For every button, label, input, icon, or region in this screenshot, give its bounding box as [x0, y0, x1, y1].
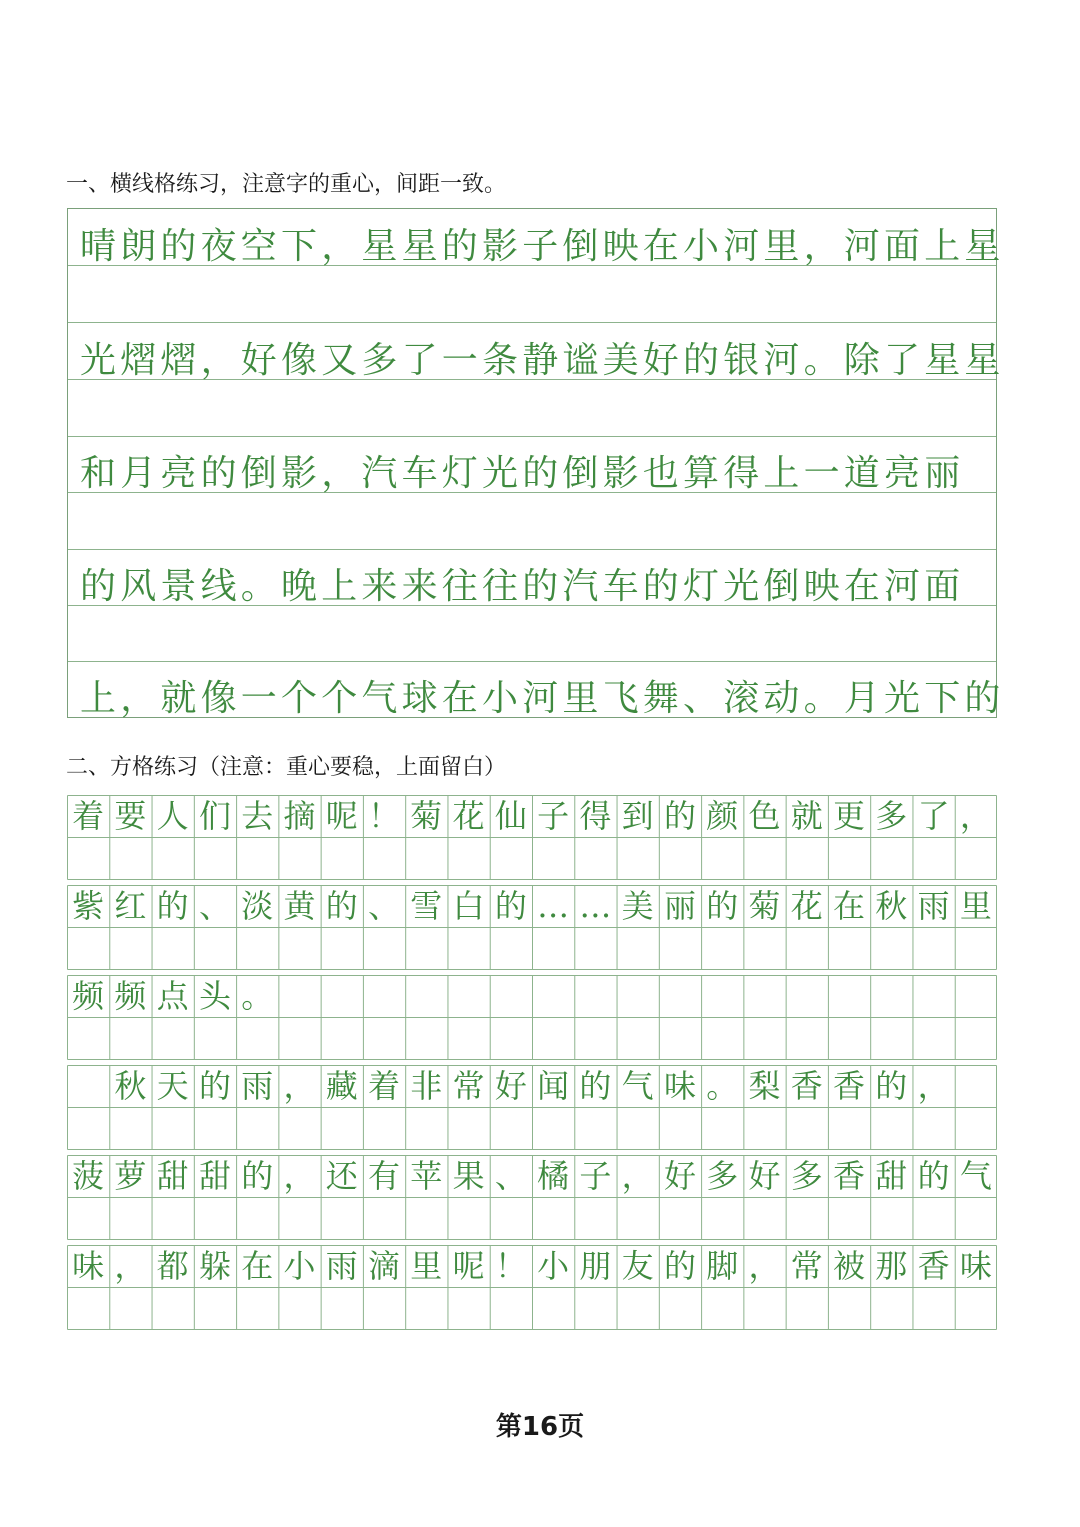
handwriting-line: 光熠熠，好像又多了一条静谧美好的银河。除了星星 [80, 340, 1005, 381]
grid-character: 常 [452, 1067, 485, 1105]
grid-character: 呢 [325, 797, 358, 835]
grid-character: 着 [368, 1067, 401, 1105]
grid-character: 黄 [283, 887, 316, 925]
grid-character: 甜 [156, 1157, 189, 1195]
grid-character: 躲 [198, 1247, 231, 1285]
grid-character: 好 [663, 1157, 696, 1195]
grid-character: 香 [917, 1247, 950, 1285]
grid-character: 的 [198, 1067, 231, 1105]
grid-character: 的 [494, 887, 527, 925]
grid-character: 红 [114, 887, 147, 925]
grid-character: 味 [72, 1247, 105, 1285]
grid-character: 多 [875, 797, 908, 835]
grid-character: ， [621, 1157, 654, 1195]
grid-character: 。 [241, 977, 274, 1015]
grid-character: 都 [156, 1247, 189, 1285]
grid-character: 颜 [706, 797, 739, 835]
grid-character: 天 [156, 1067, 189, 1105]
grid-character: ， [283, 1157, 316, 1195]
grid-character: 频 [72, 977, 105, 1015]
grid-character: 在 [833, 887, 866, 925]
grid-character: 里 [959, 887, 992, 925]
grid-character: 雨 [325, 1247, 358, 1285]
grid-character: 多 [706, 1157, 739, 1195]
grid-character: ， [959, 797, 992, 835]
handwriting-line: 和月亮的倒影，汽车灯光的倒影也算得上一道亮丽 [80, 453, 965, 494]
grid-character: 味 [959, 1247, 992, 1285]
grid-character [67, 1065, 109, 1107]
grid-character: 美 [621, 887, 654, 925]
grid-character: 摘 [283, 797, 316, 835]
grid-character: 菊 [748, 887, 781, 925]
grid-character: 子 [579, 1157, 612, 1195]
grid-character: ， [748, 1247, 781, 1285]
grid-character: 、 [494, 1157, 527, 1195]
grid-character: 仙 [494, 797, 527, 835]
grid-character: 的 [875, 1067, 908, 1105]
grid-character: 到 [621, 797, 654, 835]
grid-character: 小 [537, 1247, 570, 1285]
row-divider [68, 661, 996, 662]
section2-heading: 二、方格练习（注意：重心要稳，上面留白） [66, 755, 507, 780]
grid-character: 橘 [537, 1157, 570, 1195]
handwriting-line: 上，就像一个个气球在小河里飞舞、滚动。月光下的 [80, 678, 1005, 719]
grid-character: 有 [368, 1157, 401, 1195]
grid-character: 甜 [198, 1157, 231, 1195]
grid-character: ！ [494, 1247, 527, 1285]
grid-character: 菠 [72, 1157, 105, 1195]
grid-character: 丽 [663, 887, 696, 925]
grid-character: 里 [410, 1247, 443, 1285]
grid-character: 小 [283, 1247, 316, 1285]
grid-character: 白 [452, 887, 485, 925]
grid-character: 多 [790, 1157, 823, 1195]
handwriting-line: 晴朗的夜空下，星星的影子倒映在小河里，河面上星 [80, 226, 1005, 267]
handwriting-line: 的风景线。晚上来来往往的汽车的灯光倒映在河面 [80, 566, 965, 607]
grid-character: 色 [748, 797, 781, 835]
grid-character: 的 [325, 887, 358, 925]
grid-character: 雨 [241, 1067, 274, 1105]
grid-character: 人 [156, 797, 189, 835]
grid-character: ， [917, 1067, 950, 1105]
grid-character: 闻 [537, 1067, 570, 1105]
grid-character: 梨 [748, 1067, 781, 1105]
grid-character: 头 [198, 977, 231, 1015]
grid-character: 的 [663, 1247, 696, 1285]
grid-character: ！ [368, 797, 401, 835]
grid-character: … [537, 887, 570, 925]
grid-character: 味 [663, 1067, 696, 1105]
grid-character: 就 [790, 797, 823, 835]
grid-character: 香 [790, 1067, 823, 1105]
grid-character: 淡 [241, 887, 274, 925]
page-number: 第16页 [495, 1412, 585, 1442]
grid-character: 了 [917, 797, 950, 835]
grid-character: 好 [748, 1157, 781, 1195]
grid-character: 滴 [368, 1247, 401, 1285]
grid-character: 友 [621, 1247, 654, 1285]
grid-character: 香 [833, 1157, 866, 1195]
grid-character: 甜 [875, 1157, 908, 1195]
grid-character: 非 [410, 1067, 443, 1105]
grid-character: 紫 [72, 887, 105, 925]
grid-character: 、 [198, 887, 231, 925]
grid-character: 秋 [875, 887, 908, 925]
grid-character: 。 [706, 1067, 739, 1105]
grid-character: 更 [833, 797, 866, 835]
grid-character: 的 [663, 797, 696, 835]
grid-character: 香 [833, 1067, 866, 1105]
grid-character: 在 [241, 1247, 274, 1285]
grid-character: 点 [156, 977, 189, 1015]
grid-character: ， [283, 1067, 316, 1105]
grid-character: 那 [875, 1247, 908, 1285]
grid-character: 气 [621, 1067, 654, 1105]
lined-practice-box [67, 208, 1005, 719]
grid-character: 藏 [325, 1067, 358, 1105]
square-grid-practice [67, 795, 997, 1358]
grid-character: 雨 [917, 887, 950, 925]
section1-heading: 一、横线格练习，注意字的重心，间距一致。 [66, 172, 507, 197]
grid-character: 花 [790, 887, 823, 925]
row-divider [68, 322, 996, 323]
grid-character: 气 [959, 1157, 992, 1195]
grid-character: 频 [114, 977, 147, 1015]
grid-character: 的 [241, 1157, 274, 1195]
grid-character: 花 [452, 797, 485, 835]
grid-character: 菊 [410, 797, 443, 835]
grid-character: 还 [325, 1157, 358, 1195]
grid-character: 朋 [579, 1247, 612, 1285]
grid-character: … [579, 887, 612, 925]
grid-character: 去 [241, 797, 274, 835]
grid-character: 雪 [410, 887, 443, 925]
grid-character: 的 [706, 887, 739, 925]
grid-character: 得 [579, 797, 612, 835]
grid-character: 被 [833, 1247, 866, 1285]
grid-character: 呢 [452, 1247, 485, 1285]
grid-character: ， [114, 1247, 147, 1285]
grid-character: 常 [790, 1247, 823, 1285]
grid-character: 的 [156, 887, 189, 925]
grid-character: 脚 [706, 1247, 739, 1285]
grid-character: 好 [494, 1067, 527, 1105]
grid-character: 的 [579, 1067, 612, 1105]
grid-character: 、 [368, 887, 401, 925]
grid-character: 着 [72, 797, 105, 835]
grid-character: 子 [537, 797, 570, 835]
row-divider [68, 436, 996, 437]
grid-character: 的 [917, 1157, 950, 1195]
grid-character: 萝 [114, 1157, 147, 1195]
grid-character: 果 [452, 1157, 485, 1195]
grid-character: 要 [114, 797, 147, 835]
grid-character: 苹 [410, 1157, 443, 1195]
grid-character: 们 [198, 797, 231, 835]
grid-character: 秋 [114, 1067, 147, 1105]
row-divider [68, 549, 996, 550]
